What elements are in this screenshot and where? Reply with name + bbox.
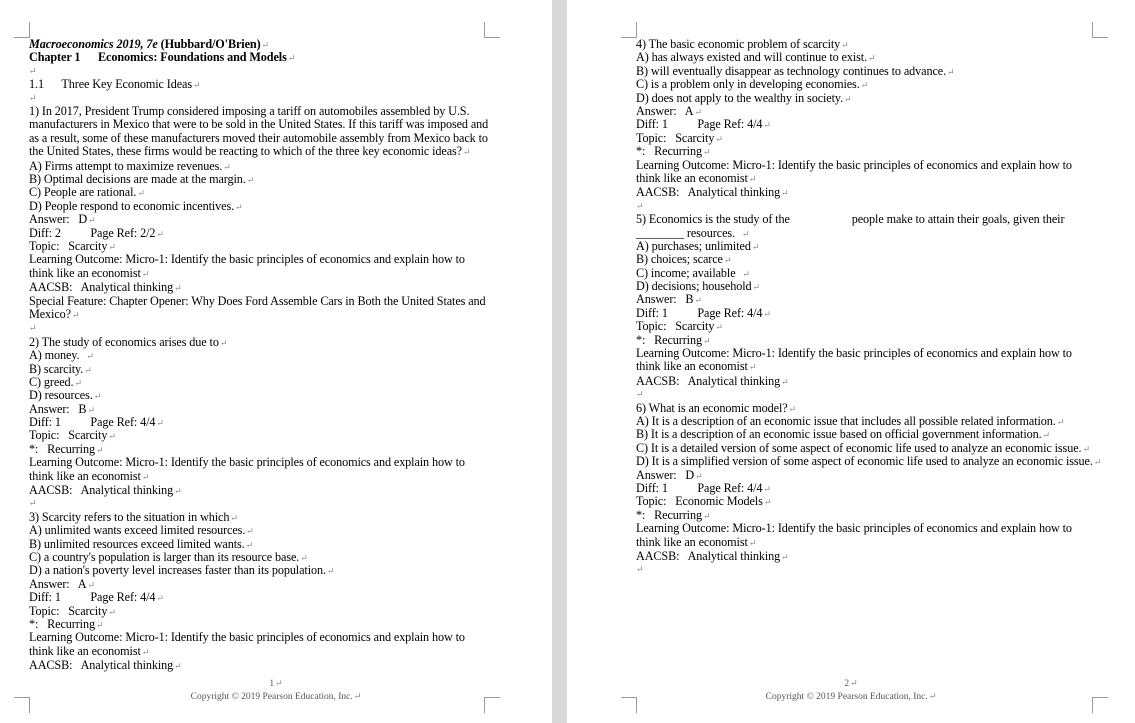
question-5-diff: Diff: 1 Page Ref: 4/4↵ xyxy=(636,305,771,320)
page-number: 1↵ xyxy=(269,678,283,689)
question-1-stem: 1) In 2017, President Trump considered imposing a tariff on automobiles assembled by U.S. manufacturers in Mexico that were to be sold in the United States. If this tariff was imposed and as a result, some of these manufacturers moved their automobile assembly from Mexico back to the United States, these firms would be reacting to which of the three key economic ideas?↵ xyxy=(29,103,489,159)
question-5-topic: Topic: Scarcity↵ xyxy=(636,319,723,334)
question-4-option-b: B) will eventually disappear as technology continues to advance.↵ xyxy=(636,63,955,78)
question-3-topic: Topic: Scarcity↵ xyxy=(29,603,116,618)
question-2-learning-outcome: Learning Outcome: Micro-1: Identify the basic principles of economics and explain how to think like an economist↵ xyxy=(29,455,465,483)
question-2-diff: Diff: 1 Page Ref: 4/4↵ xyxy=(29,415,164,430)
chapter-title: Chapter 1 Economics: Foundations and Models↵ xyxy=(29,50,296,65)
question-4-option-d: D) does not apply to the wealthy in society.↵ xyxy=(636,90,852,105)
question-3-answer: Answer: A↵ xyxy=(29,576,95,591)
question-3-option-a: A) unlimited wants exceed limited resources.↵ xyxy=(29,523,254,538)
question-3-stem: 3) Scarcity refers to the situation in which↵ xyxy=(29,509,238,524)
question-6-recurring: *: Recurring↵ xyxy=(636,507,711,522)
question-2-option-b: B) scarcity.↵ xyxy=(29,361,92,376)
crop-mark xyxy=(1092,22,1108,38)
question-2-option-d: D) resources.↵ xyxy=(29,388,102,403)
question-2-stem: 2) The study of economics arises due to↵ xyxy=(29,334,228,349)
document-page-2 xyxy=(567,0,1135,723)
question-1-special-feature: Special Feature: Chapter Opener: Why Does Ford Assemble Cars in Both the United States and Mexico?↵ xyxy=(29,293,486,321)
page-gap xyxy=(552,0,567,723)
question-2-option-c: C) greed.↵ xyxy=(29,374,82,389)
question-5-stem-cont: ________ resources. ↵ xyxy=(636,225,750,240)
question-1-topic: Topic: Scarcity↵ xyxy=(29,238,116,253)
question-2-option-a: A) money. ↵ xyxy=(29,348,94,363)
empty-paragraph: ↵ xyxy=(29,323,37,334)
question-5-option-c: C) income; available ↵ xyxy=(636,265,750,280)
running-header: Macroeconomics 2019, 7e (Hubbard/O'Brien)↵ xyxy=(29,37,269,51)
copyright-footer: Copyright © 2019 Pearson Education, Inc.↵ xyxy=(765,691,937,702)
question-2-aacsb: AACSB: Analytical thinking↵ xyxy=(29,483,182,498)
question-4-learning-outcome: Learning Outcome: Micro-1: Identify the basic principles of economics and explain how to think like an economist↵ xyxy=(636,157,1072,185)
question-6-option-a: A) It is a description of an economic issue that includes all possible related information.↵ xyxy=(636,414,1065,428)
question-5-answer: Answer: B↵ xyxy=(636,292,702,307)
question-1-aacsb: AACSB: Analytical thinking↵ xyxy=(29,280,182,295)
page-1-content xyxy=(29,38,489,673)
question-6-topic: Topic: Economic Models↵ xyxy=(636,494,772,509)
question-3-aacsb: AACSB: Analytical thinking↵ xyxy=(29,658,182,673)
question-6-diff: Diff: 1 Page Ref: 4/4↵ xyxy=(636,480,771,495)
empty-paragraph: ↵ xyxy=(29,498,37,509)
question-1-option-a: A) Firms attempt to maximize revenues.↵ xyxy=(29,158,231,173)
question-2-topic: Topic: Scarcity↵ xyxy=(29,428,116,443)
question-3-option-c: C) a country's population is larger than its resource base.↵ xyxy=(29,550,308,564)
empty-paragraph: ↵ xyxy=(636,389,644,400)
question-5-aacsb: AACSB: Analytical thinking↵ xyxy=(636,373,789,388)
question-6-aacsb: AACSB: Analytical thinking↵ xyxy=(636,548,789,563)
crop-mark xyxy=(14,22,30,38)
question-1-option-b: B) Optimal decisions are made at the margin.↵ xyxy=(29,171,255,186)
crop-mark xyxy=(484,22,500,38)
book-authors: (Hubbard/O'Brien) xyxy=(157,37,261,51)
question-4-recurring: *: Recurring↵ xyxy=(636,144,711,159)
question-5-recurring: *: Recurring↵ xyxy=(636,332,711,347)
question-3-option-d: D) a nation's poverty level increases faster than its population.↵ xyxy=(29,563,335,578)
document-page-1 xyxy=(0,0,552,723)
question-4-stem: 4) The basic economic problem of scarcity↵ xyxy=(636,37,849,51)
question-5-option-d: D) decisions; household↵ xyxy=(636,279,760,294)
question-5-learning-outcome: Learning Outcome: Micro-1: Identify the basic principles of economics and explain how to think like an economist↵ xyxy=(636,346,1072,374)
question-4-option-a: A) has always existed and will continue to exist.↵ xyxy=(636,50,876,65)
empty-paragraph: ↵ xyxy=(29,65,37,76)
page-2-content xyxy=(636,37,1102,577)
question-3-diff: Diff: 1 Page Ref: 4/4↵ xyxy=(29,590,164,605)
section-title: 1.1 Three Key Economic Ideas↵ xyxy=(29,77,201,92)
question-1-answer: Answer: D↵ xyxy=(29,212,96,227)
question-6-option-b: B) It is a description of an economic issue based on official government information.↵ xyxy=(636,427,1050,442)
question-6-learning-outcome: Learning Outcome: Micro-1: Identify the basic principles of economics and explain how to think like an economist↵ xyxy=(636,521,1072,549)
question-4-aacsb: AACSB: Analytical thinking↵ xyxy=(636,185,789,200)
copyright-footer: Copyright © 2019 Pearson Education, Inc.↵ xyxy=(190,691,362,702)
question-1-diff: Diff: 2 Page Ref: 2/2↵ xyxy=(29,225,164,240)
question-4-option-c: C) is a problem only in developing economies.↵ xyxy=(636,77,869,92)
crop-mark xyxy=(621,22,637,38)
empty-paragraph: ↵ xyxy=(636,564,644,575)
question-4-diff: Diff: 1 Page Ref: 4/4↵ xyxy=(636,117,771,132)
question-4-topic: Topic: Scarcity↵ xyxy=(636,130,723,145)
question-1-option-c: C) People are rational.↵ xyxy=(29,185,145,200)
question-6-option-c: C) It is a detailed version of some aspect of economic life used to analyze an economic issue.↵ xyxy=(636,440,1090,455)
question-1-learning-outcome: Learning Outcome: Micro-1: Identify the basic principles of economics and explain how to think like an economist↵ xyxy=(29,252,465,280)
question-6-option-d: D) It is a simplified version of some aspect of economic life used to analyze an economic issue.↵ xyxy=(636,454,1102,469)
question-5-option-b: B) choices; scarce↵ xyxy=(636,252,732,267)
question-6-stem: 6) What is an economic model?↵ xyxy=(636,400,796,415)
book-title: Macroeconomics 2019, 7e xyxy=(29,37,158,51)
question-3-recurring: *: Recurring↵ xyxy=(29,616,104,631)
question-1-option-d: D) People respond to economic incentives.↵ xyxy=(29,198,243,213)
question-5-option-a: A) purchases; unlimited↵ xyxy=(636,238,760,253)
question-6-answer: Answer: D↵ xyxy=(636,467,703,482)
question-3-learning-outcome: Learning Outcome: Micro-1: Identify the basic principles of economics and explain how to think like an economist↵ xyxy=(29,630,465,658)
question-2-recurring: *: Recurring↵ xyxy=(29,441,104,456)
empty-paragraph: ↵ xyxy=(636,200,644,211)
question-4-answer: Answer: A↵ xyxy=(636,103,702,118)
question-5-stem: 5) Economics is the study of the people make to attain their goals, given their xyxy=(636,212,1065,227)
empty-paragraph: ↵ xyxy=(29,92,37,103)
question-2-answer: Answer: B↵ xyxy=(29,401,95,416)
question-3-option-b: B) unlimited resources exceed limited wants.↵ xyxy=(29,536,254,551)
page-number: 2↵ xyxy=(844,678,858,689)
